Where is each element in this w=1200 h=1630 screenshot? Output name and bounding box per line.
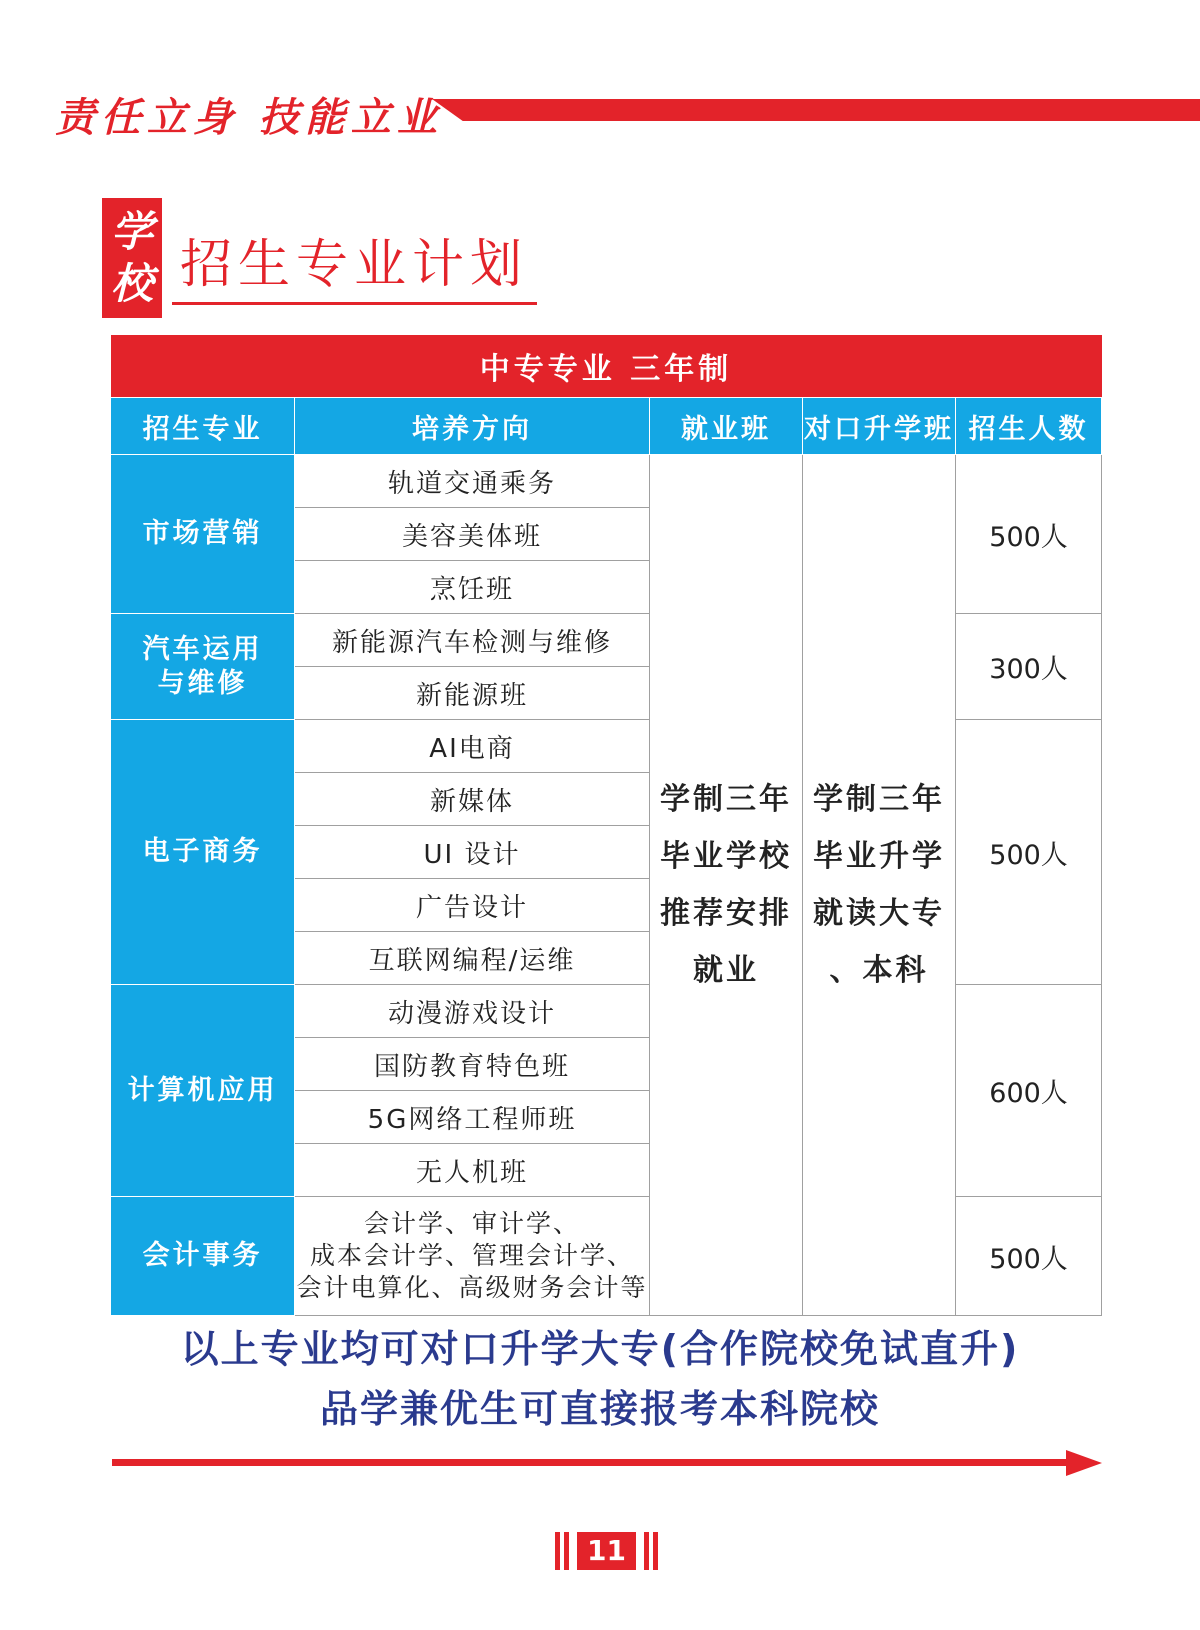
direction-cell: 新能源班	[295, 667, 650, 720]
further-study-class-cell	[803, 455, 956, 1316]
major-accounting: 会计事务	[111, 1197, 295, 1316]
major-ecommerce: 电子商务	[111, 720, 295, 985]
count-ecommerce: 500人	[956, 720, 1102, 985]
page-number: 11	[577, 1532, 636, 1570]
table-caption: 中专专业 三年制	[111, 335, 1102, 398]
header-employment-class: 就业班	[649, 398, 802, 455]
section-badge-char-1: 学	[110, 207, 153, 256]
table-header-row	[111, 398, 1102, 455]
further-study-line: 、本科	[829, 953, 929, 988]
section-title-underline	[172, 302, 537, 305]
page-stripe-decoration	[564, 1532, 569, 1570]
section-title: 招生专业计划	[180, 235, 529, 295]
direction-line: 会计电算化、高级财务会计等	[296, 1273, 648, 1302]
header-major: 招生专业	[111, 398, 295, 455]
direction-cell: 烹饪班	[295, 561, 650, 614]
employment-line: 毕业学校	[659, 839, 792, 874]
count-computer: 600人	[956, 985, 1102, 1197]
further-study-line: 学制三年	[813, 782, 946, 817]
page-stripe-decoration	[555, 1532, 560, 1570]
page-number-box	[555, 1532, 658, 1570]
direction-cell: 美容美体班	[295, 508, 650, 561]
enrollment-plan-table	[110, 335, 1102, 1316]
header-slogan: 责任立身 技能立业	[55, 94, 443, 141]
section-badge-char-2: 校	[110, 259, 153, 308]
count-marketing: 500人	[956, 455, 1102, 614]
arrow-head-icon	[1066, 1450, 1102, 1476]
header-enrollment-count: 招生人数	[956, 398, 1102, 455]
header-further-study-class: 对口升学班	[803, 398, 956, 455]
direction-cell: 动漫游戏设计	[295, 985, 650, 1038]
major-marketing: 市场营销	[111, 455, 295, 614]
further-study-line: 毕业升学	[813, 839, 946, 874]
arrow-line	[112, 1459, 1072, 1466]
direction-cell: 新能源汽车检测与维修	[295, 614, 650, 667]
direction-cell: 广告设计	[295, 879, 650, 932]
direction-cell: 5G网络工程师班	[295, 1091, 650, 1144]
note-line-1: 以上专业均可对口升学大专(合作院校免试直升)	[180, 1327, 1020, 1371]
direction-cell: 国防教育特色班	[295, 1038, 650, 1091]
count-automotive: 300人	[956, 614, 1102, 720]
employment-class-cell	[649, 455, 802, 1316]
major-automotive	[111, 614, 295, 720]
header-direction: 培养方向	[295, 398, 650, 455]
direction-line: 成本会计学、管理会计学、	[310, 1241, 635, 1270]
employment-line: 就业	[692, 953, 759, 988]
direction-cell-accounting	[295, 1197, 650, 1316]
count-accounting: 500人	[956, 1197, 1102, 1316]
direction-cell: 新媒体	[295, 773, 650, 826]
major-automotive-line-2: 与维修	[157, 667, 248, 699]
major-computer: 计算机应用	[111, 985, 295, 1197]
header-red-bar	[432, 99, 1200, 121]
direction-cell: AI电商	[295, 720, 650, 773]
table-row	[111, 455, 1102, 508]
section-badge	[102, 198, 162, 318]
direction-line: 会计学、审计学、	[364, 1209, 581, 1238]
employment-line: 推荐安排	[659, 896, 792, 931]
direction-cell: 轨道交通乘务	[295, 455, 650, 508]
further-study-line: 就读大专	[813, 896, 946, 931]
direction-cell: 互联网编程/运维	[295, 932, 650, 985]
employment-line: 学制三年	[659, 782, 792, 817]
major-automotive-line-1: 汽车运用	[142, 633, 263, 665]
direction-cell: 无人机班	[295, 1144, 650, 1197]
direction-cell: UI 设计	[295, 826, 650, 879]
page-stripe-decoration	[653, 1532, 658, 1570]
page-stripe-decoration	[644, 1532, 649, 1570]
note-line-2: 品学兼优生可直接报考本科院校	[319, 1387, 880, 1431]
